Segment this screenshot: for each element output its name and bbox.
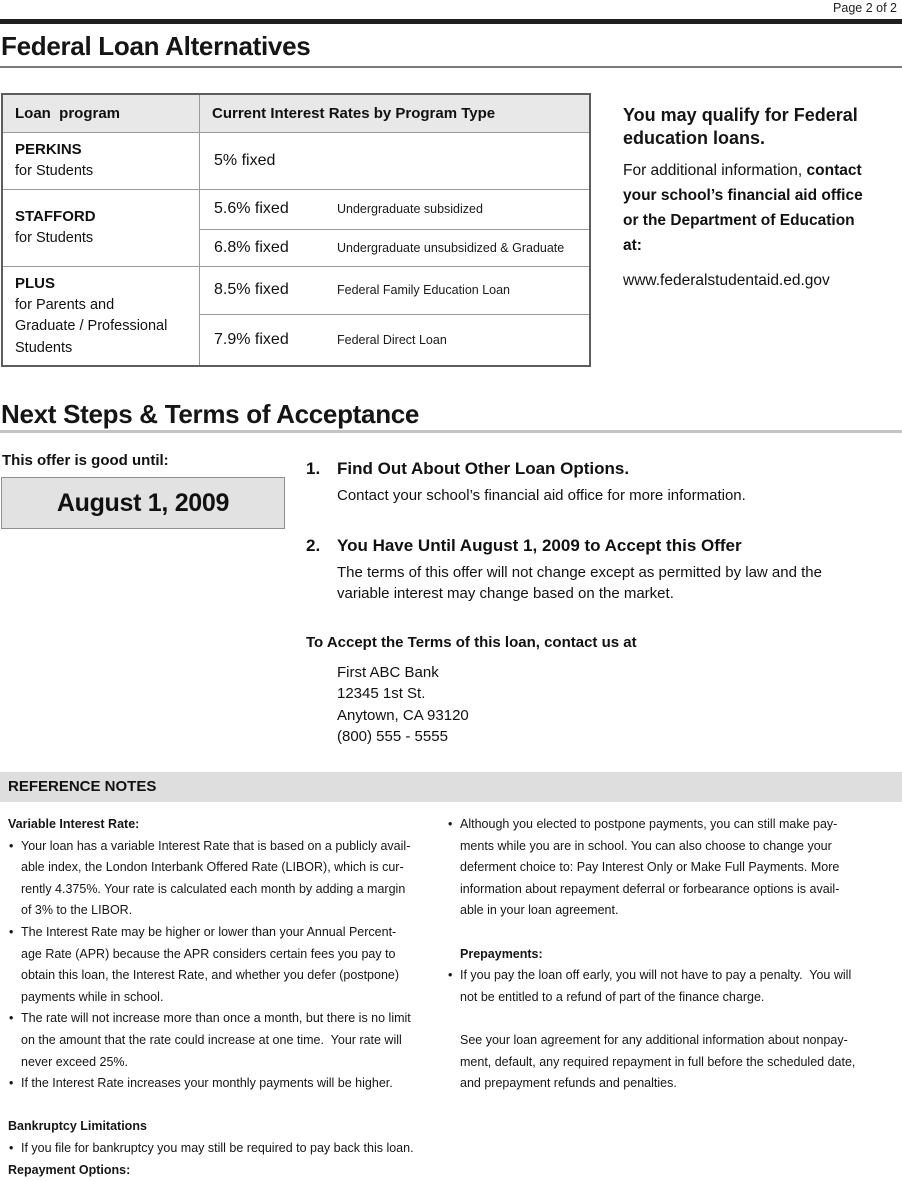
note-text-line: on the amount that the rate could increase at one time. Your rate will: [21, 1030, 445, 1052]
program-subtext: for Students: [15, 161, 193, 183]
note-bullet-item: [8, 1008, 445, 1073]
title-underline-divider: [0, 66, 902, 68]
note-bullet-item: [8, 1073, 445, 1095]
note-text-line: The Interest Rate may be higher or lower than your Annual Percent-: [21, 922, 445, 944]
bullet-icon: •: [9, 836, 13, 858]
note-text-line: never exceed 25%.: [21, 1052, 445, 1074]
table-row: [2, 133, 590, 190]
step-body: The terms of this offer will not change except as permitted by law and the variable interest may change based on the market.: [337, 562, 902, 605]
bullet-icon: •: [9, 1008, 13, 1030]
note-heading: Prepayments:: [447, 944, 899, 966]
bullet-icon: •: [448, 965, 452, 987]
rate-description: Undergraduate subsidized: [337, 202, 483, 216]
accept-terms-heading: To Accept the Terms of this loan, contact us at: [306, 634, 902, 651]
note-heading: Repayment Options:: [8, 1160, 445, 1181]
note-paragraph: [447, 1030, 899, 1095]
rate-cell: [200, 133, 591, 190]
note-bullet-item: [8, 1138, 445, 1160]
bullet-icon: •: [448, 814, 452, 836]
note-spacer: [447, 922, 899, 944]
note-text-line: rently 4.375%. Your rate is calculated each month by adding a margin: [21, 879, 445, 901]
offer-date-box: [1, 477, 285, 529]
step-body: Contact your school’s financial aid office for more information.: [337, 485, 902, 507]
note-bullet-item: [8, 922, 445, 1008]
note-heading: Bankruptcy Limitations: [8, 1116, 445, 1138]
aside-body-line: your school’s financial aid office: [623, 183, 902, 208]
note-text-line: See your loan agreement for any additional information about nonpay-: [460, 1030, 899, 1052]
lender-contact-block: [337, 662, 902, 748]
program-name: STAFFORD: [15, 206, 193, 228]
note-text-line: If you file for bankruptcy you may still be required to pay back this loan.: [21, 1138, 445, 1160]
note-text-line: deferment choice to: Pay Interest Only or Make Full Payments. More: [460, 857, 899, 879]
step-number: 2.: [306, 536, 320, 556]
page-indicator: Page 2 of 2: [833, 1, 897, 15]
note-bullet-item: [447, 814, 899, 922]
section-title-federal-loan-alternatives: Federal Loan Alternatives: [1, 31, 310, 62]
note-bullet-item: [447, 965, 899, 1008]
lender-phone: (800) 555 - 5555: [337, 726, 902, 748]
offer-good-until-label: This offer is good until:: [2, 452, 169, 469]
loan-rates-table: [1, 93, 591, 367]
step-heading: You Have Until August 1, 2009 to Accept this Offer: [337, 536, 902, 556]
note-spacer: [447, 1008, 899, 1030]
note-text-line: able index, the London Interbank Offered Rate (LIBOR), which is cur-: [21, 857, 445, 879]
program-cell-stafford: [2, 189, 200, 266]
program-name: PERKINS: [15, 139, 193, 161]
note-text-line: Although you elected to postpone payments, you can still make pay-: [460, 814, 899, 836]
step-item-1: [306, 459, 902, 507]
program-subtext: for Parents and Graduate / Professional Students: [15, 295, 193, 360]
note-text-line: If the Interest Rate increases your monthly payments will be higher.: [21, 1073, 445, 1095]
rate-cell: [200, 189, 591, 229]
column-header-current-rates: Current Interest Rates by Program Type: [200, 94, 591, 133]
note-heading: Variable Interest Rate:: [8, 814, 445, 836]
program-subtext: for Students: [15, 228, 193, 250]
note-text-line: age Rate (APR) because the APR considers certain fees you pay to: [21, 944, 445, 966]
next-steps-list: [306, 459, 902, 748]
note-text-line: obtain this loan, the Interest Rate, and whether you defer (postpone): [21, 965, 445, 987]
step-number: 1.: [306, 459, 320, 479]
reference-notes-left-column: [8, 814, 445, 1181]
table-row: [2, 189, 590, 229]
note-text-line: not be entitled to a refund of part of the finance charge.: [460, 987, 899, 1009]
reference-notes-title: REFERENCE NOTES: [8, 778, 156, 795]
lender-city: Anytown, CA 93120: [337, 705, 902, 727]
note-spacer: [8, 1095, 445, 1117]
rate-value: 7.9% fixed: [214, 331, 289, 349]
table-header-row: [2, 94, 590, 133]
rate-value: 5% fixed: [214, 152, 275, 170]
step-item-2: [306, 536, 902, 605]
rate-value: 6.8% fixed: [214, 239, 289, 257]
rate-value: 8.5% fixed: [214, 281, 289, 299]
note-bullet-item: [8, 836, 445, 922]
rate-cell: [200, 266, 591, 314]
note-text-line: and prepayment refunds and penalties.: [460, 1073, 899, 1095]
offer-date: August 1, 2009: [57, 489, 229, 518]
federal-student-aid-url: www.federalstudentaid.ed.gov: [623, 272, 902, 290]
lender-street: 12345 1st St.: [337, 683, 902, 705]
bullet-icon: •: [9, 1138, 13, 1160]
column-header-loan-program: Loan program: [2, 94, 200, 133]
bullet-icon: •: [9, 1073, 13, 1095]
reference-notes-header-bar: [0, 772, 902, 802]
section-underline-divider: [0, 430, 902, 433]
program-name: PLUS: [15, 273, 193, 295]
program-cell-perkins: [2, 133, 200, 190]
note-text-line: payments while in school.: [21, 987, 445, 1009]
rate-cell: [200, 229, 591, 266]
lender-name: First ABC Bank: [337, 662, 902, 684]
rate-cell: [200, 314, 591, 366]
rate-value: 5.6% fixed: [214, 200, 289, 218]
rate-description: Federal Family Education Loan: [337, 283, 510, 297]
note-text-line: Your loan has a variable Interest Rate that is based on a publicly avail-: [21, 836, 445, 858]
section-title-next-steps: Next Steps & Terms of Acceptance: [1, 399, 419, 430]
step-heading: Find Out About Other Loan Options.: [337, 459, 902, 479]
note-text-line: able in your loan agreement.: [460, 900, 899, 922]
bullet-icon: •: [9, 922, 13, 944]
rate-description: Undergraduate unsubsidized & Graduate: [337, 241, 564, 255]
note-text-line: of 3% to the LIBOR.: [21, 900, 445, 922]
aside-body: [623, 158, 902, 258]
note-text-line: information about repayment deferral or forbearance options is avail-: [460, 879, 899, 901]
note-text-line: ments while you are in school. You can also choose to change your: [460, 836, 899, 858]
table-row: [2, 266, 590, 314]
aside-heading: You may qualify for Federal education loans.: [623, 104, 902, 149]
reference-notes-right-column: [447, 814, 899, 1095]
aside-body-line: at:: [623, 233, 902, 258]
top-rule-divider: [0, 19, 902, 24]
aside-body-line: or the Department of Education: [623, 208, 902, 233]
note-text-line: The rate will not increase more than once a month, but there is no limit: [21, 1008, 445, 1030]
rate-description: Federal Direct Loan: [337, 333, 447, 347]
note-text-line: ment, default, any required repayment in full before the scheduled date,: [460, 1052, 899, 1074]
aside-body-line: For additional information, contact: [623, 158, 902, 183]
note-text-line: If you pay the loan off early, you will not have to pay a penalty. You will: [460, 965, 899, 987]
program-cell-plus: [2, 266, 200, 366]
federal-loans-aside: [623, 104, 902, 290]
